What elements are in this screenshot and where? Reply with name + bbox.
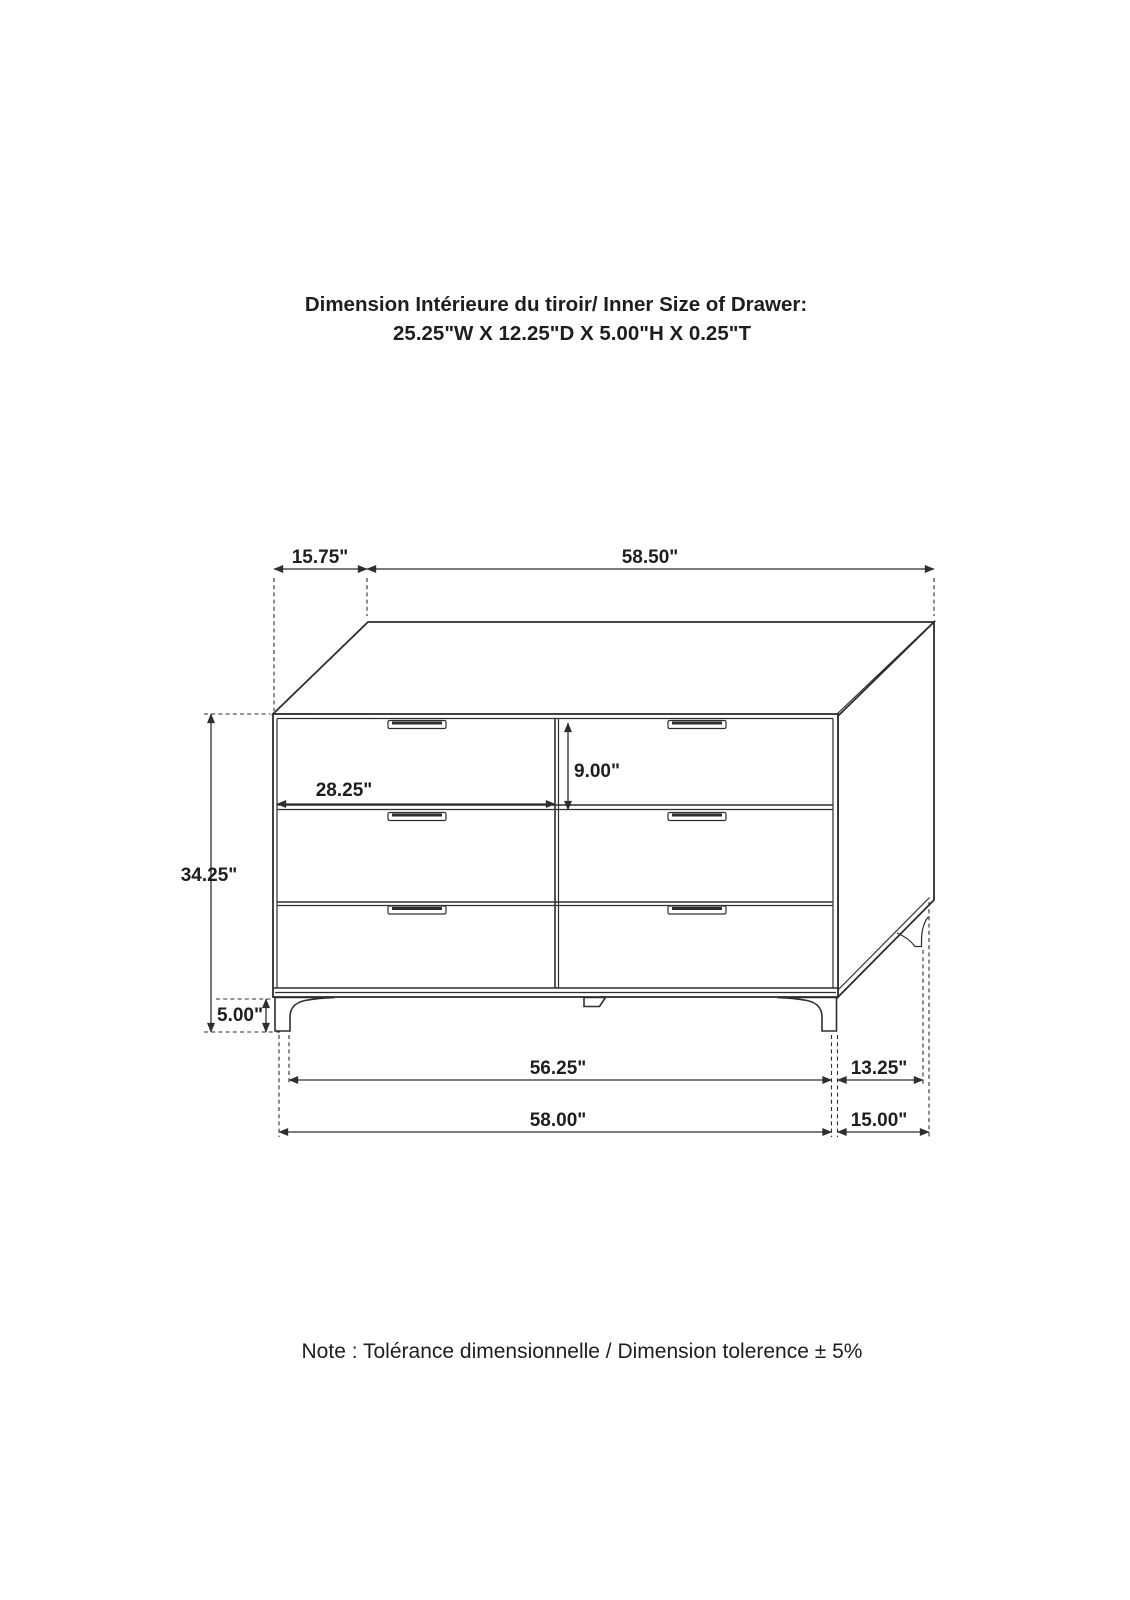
title-line2: 25.25"W X 12.25"D X 5.00"H X 0.25"T — [393, 322, 751, 345]
dimension-base-width — [279, 1110, 832, 1132]
dimension-cabinet-height — [181, 714, 283, 1032]
dimension-top-width — [367, 547, 934, 569]
dimension-leg-span-width — [289, 1058, 832, 1080]
dimension-leg-height — [216, 999, 272, 1032]
dim-label-leg-height: 5.00" — [217, 1005, 263, 1026]
dim-label-drawer-height: 9.00" — [574, 761, 620, 782]
dim-label-leg-span-width: 56.25" — [529, 1058, 587, 1079]
title-line1: Dimension Intérieure du tiroir/ Inner Size of Drawer: — [304, 293, 808, 316]
dimension-base-depth — [838, 1110, 930, 1132]
front-left-leg — [275, 998, 334, 1032]
dresser-drawing — [273, 622, 934, 1031]
front-right-leg — [778, 998, 837, 1032]
dimension-leg-span-depth — [838, 1058, 924, 1080]
dim-label-top-width: 58.50" — [621, 547, 679, 568]
dim-label-cabinet-height: 34.25" — [180, 865, 238, 886]
tolerance-note: Note : Tolérance dimensionnelle / Dimension tolerence ± 5% — [301, 1340, 863, 1363]
dim-label-base-width: 58.00" — [529, 1110, 587, 1131]
dim-label-top-depth: 15.75" — [291, 547, 349, 568]
dim-label-base-depth: 15.00" — [850, 1110, 908, 1131]
dim-label-drawer-width: 28.25" — [315, 780, 373, 801]
top-panel — [273, 622, 934, 716]
dim-label-leg-span-depth: 13.25" — [850, 1058, 908, 1079]
dimension-top-depth — [274, 547, 367, 569]
center-back-leg — [584, 998, 606, 1007]
